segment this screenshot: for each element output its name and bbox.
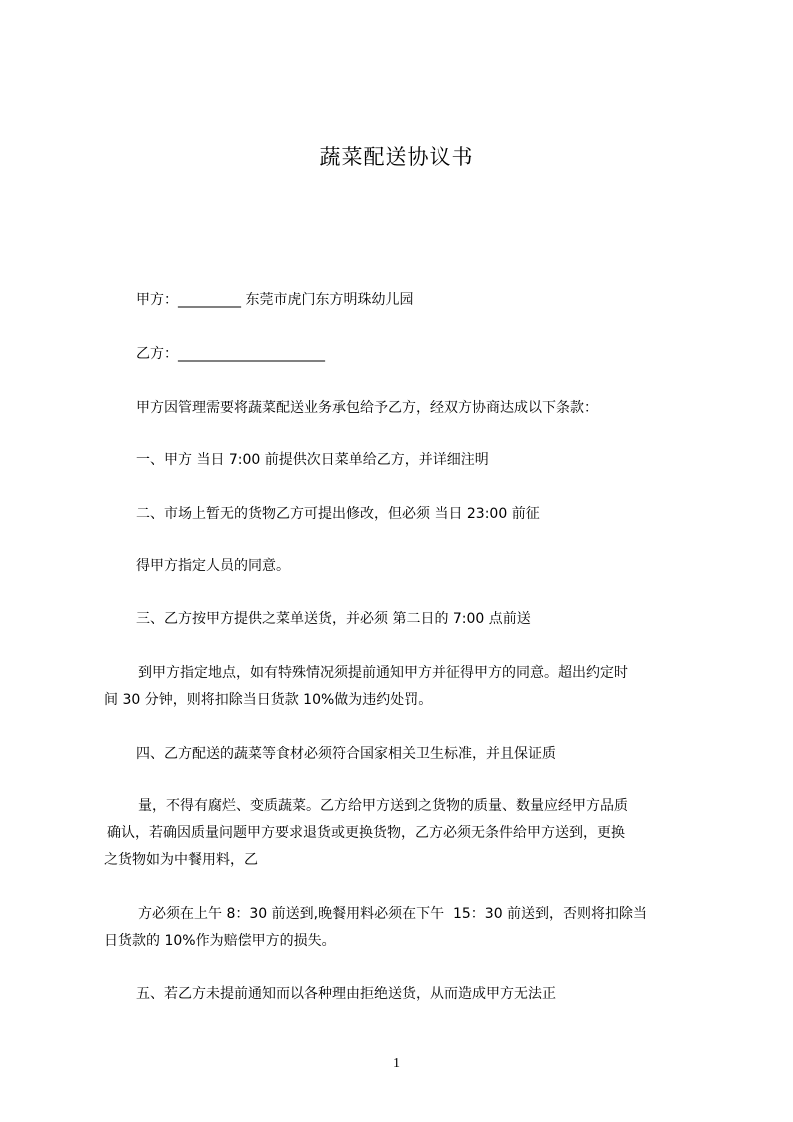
clause-2-line-2: 得甲方指定人员的同意。 (136, 558, 290, 574)
clause-4-paragraph-2 (104, 901, 647, 955)
clause-4-paragraph-line: 确认，若确因质量问题甲方要求退货或更换货物，乙方必须无条件给甲方送到，更换 (107, 825, 625, 841)
clause-3-paragraph-line: 间 30 分钟，则将扣除当日货款 10%做为违约处罚。 (104, 692, 433, 708)
party-b-line: 乙方：_____________________ (136, 346, 325, 362)
document-title: 蔬菜配送协议书 (319, 145, 474, 169)
clause-4-paragraph-line: 量，不得有腐烂、变质蔬菜。乙方给甲方送到之货物的质量、数量应经甲方品质 (138, 798, 628, 814)
clause-4-paragraph-2-line: 日货款的 10%作为赔偿甲方的损失。 (104, 933, 336, 949)
clause-3-line-1: 三、乙方按甲方提供之菜单送货，并必须 第二日的 7:00 点前送 (136, 611, 531, 627)
clause-4-paragraph (104, 793, 628, 874)
party-a-line: 甲方：_________ 东莞市虎门东方明珠幼儿园 (136, 292, 414, 308)
clause-3-paragraph (104, 660, 628, 714)
intro-paragraph: 甲方因管理需要将蔬菜配送业务承包给予乙方，经双方协商达成以下条款： (136, 400, 598, 416)
clause-2-line-1: 二、市场上暂无的货物乙方可提出修改，但必须 当日 23:00 前征 (136, 506, 540, 522)
clause-4-paragraph-line: 之货物如为中餐用料，乙 (104, 852, 258, 868)
clause-1: 一、甲方 当日 7:00 前提供次日菜单给乙方，并详细注明 (136, 452, 489, 468)
clause-4-line-1: 四、乙方配送的蔬菜等食材必须符合国家相关卫生标准，并且保证质 (136, 746, 556, 762)
clause-5-line-1: 五、若乙方未提前通知而以各种理由拒绝送货，从而造成甲方无法正 (136, 986, 556, 1002)
clause-4-paragraph-2-line: 方必须在上午 8：30 前送到,晚餐用料必须在下午 15：30 前送到，否则将扣除当 (138, 906, 648, 922)
clause-3-paragraph-line: 到甲方指定地点，如有特殊情况须提前通知甲方并征得甲方的同意。超出约定时 (138, 665, 628, 681)
page-number: 1 (393, 1056, 400, 1071)
